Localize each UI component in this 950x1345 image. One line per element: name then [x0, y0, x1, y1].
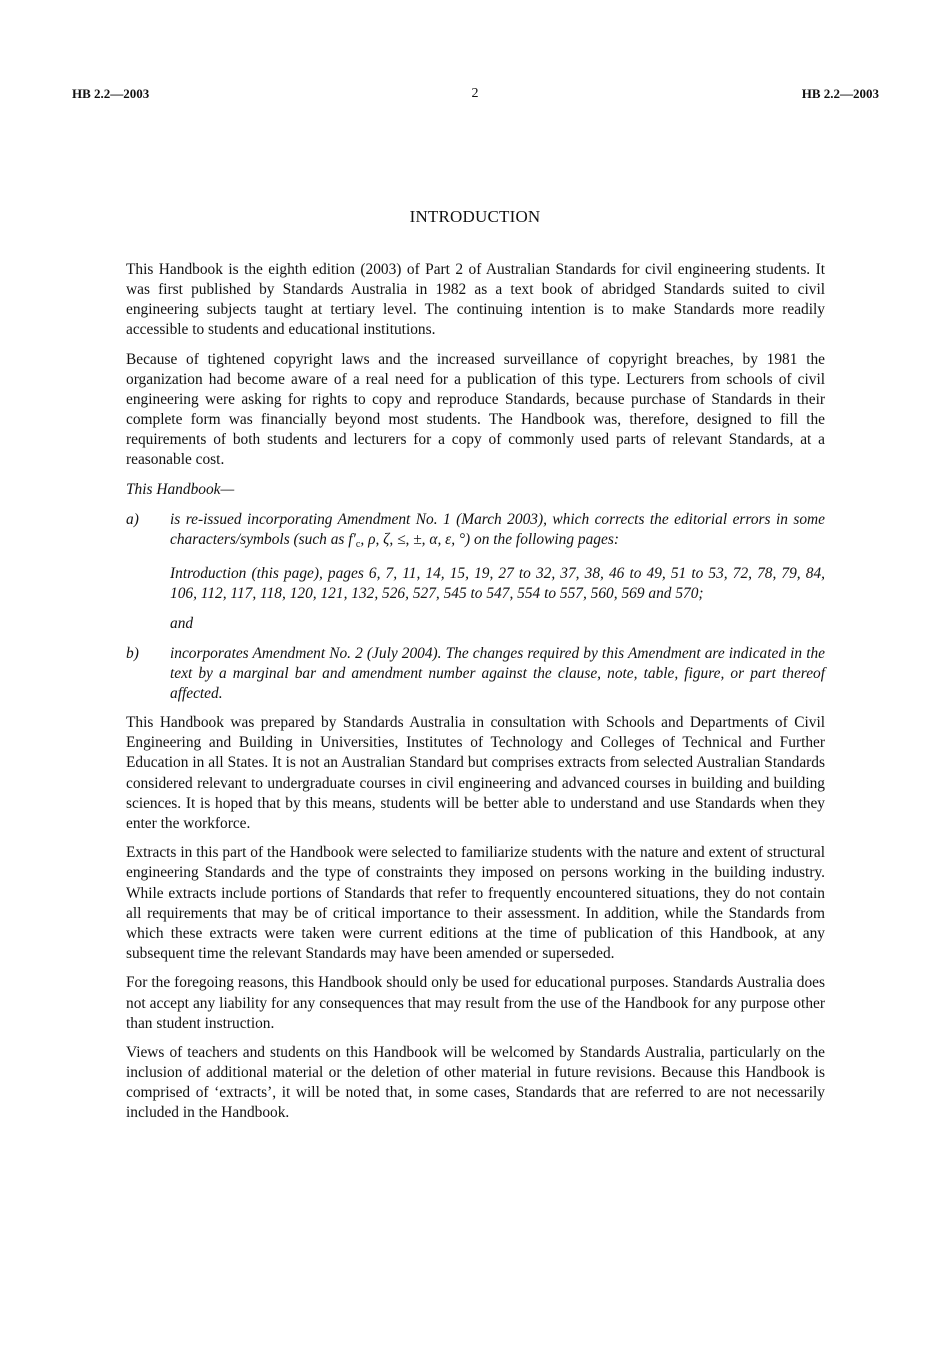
header-standard-code-right: HB 2.2—2003	[801, 86, 879, 101]
paragraph-extracts: Extracts in this part of the Handbook were selected to familiarize students with the nature and extent of structural engineering Standards and the type of constraints they imposed on persons working in the building industry. While extracts include portions of Standards that refer to frequently encountered situations, they do not contain all requirements that may be of critical importance to their assessment. In addition, while the Standards from which these extracts were taken were current editions at the time of publication of this Handbook, at any subsequent time the relevant Standards may have been amended or superseded.	[126, 844, 825, 962]
paragraph-feedback: Views of teachers and students on this Handbook will be welcomed by Standards Australia, particularly on the inclusion of additional material or the deletion of other material in future revisions. Because this Handbook is comprised of ‘extracts’, it will be noted that, in some cases, Standards that are referred to are not necessarily included in the Handbook.	[126, 1044, 825, 1122]
list-item-a	[126, 510, 825, 634]
page-title: INTRODUCTION	[409, 207, 541, 226]
list-label-b: b)	[126, 644, 139, 662]
header-page-number: 2	[471, 86, 479, 101]
list-item-a-text-after: , ρ, ζ, ≤, ±, α, ε, °) on the following pages:	[360, 530, 619, 548]
paragraph-lead: This Handbook—	[126, 480, 235, 498]
paragraph-preparation: This Handbook was prepared by Standards Australia in consultation with Schools and Departments of Civil Engineering and Building in Universities, Institutes of Technology and Colleges of Technical and Further Education in all States. It is not an Australian Standard but comprises extracts from selected Australian Standards considered relevant to undergraduate courses in civil engineering and advanced courses in building and building sciences. It is hoped that by this means, students will be better able to understand and use Standards when they enter the workforce.	[126, 714, 825, 832]
symbol-subscript-c: c	[355, 538, 361, 550]
list-item-b	[126, 644, 825, 704]
list-item-a-pages: Introduction (this page), pages 6, 7, 11, 14, 15, 19, 27 to 32, 37, 38, 46 to 49, 51 to 53, 72, 78, 79, 84, 106, 112, 117, 118, 120, 121, 132, 526, 527, 545 to 547, 554 to 557, 560, 569 and 570;	[170, 565, 825, 603]
body-text	[126, 260, 825, 1133]
header-standard-code-left: HB 2.2—2003	[72, 86, 150, 101]
paragraph-edition: This Handbook is the eighth edition (2003) of Part 2 of Australian Standards for civil engineering students. It was first published by Standards Australia in 1982 as a text book of abridged Standards suited to civil engineering subjects taught at tertiary level. The continuing intention is to make Standards more readily accessible to students and educational institutions.	[126, 261, 825, 339]
list-item-a-text-before: is re-issued incorporating Amendment No. 1 (March 2003), which corrects the editorial errors in some characters/symbols (such as	[170, 510, 825, 548]
list-label-a: a)	[126, 510, 139, 528]
paragraph-educational-use: For the foregoing reasons, this Handbook should only be used for educational purposes. Standards Australia does not accept any liability for any consequences that may result from the use of the Handbook for any purpose other than student instruction.	[126, 974, 825, 1032]
paragraph-copyright: Because of tightened copyright laws and the increased surveillance of copyright breaches, by 1981 the organization had become aware of a real need for a publication of this type. Lecturers from schools of civil engineering were asking for rights to copy and reproduce Standards, because purchase of Standards in their complete form was financially beyond most students. The Handbook was, therefore, designed to fill the requirements of both students and lecturers for a copy of commonly used parts of relevant Standards, at a reasonable cost.	[126, 350, 825, 469]
list-item-b-text: incorporates Amendment No. 2 (July 2004). The changes required by this Amendment are indicated in the text by a marginal bar and amendment number against the clause, note, table, figure, or part thereof affected.	[170, 644, 825, 702]
symbol-f-prime: f′	[348, 530, 356, 548]
list-item-a-conjunction: and	[170, 614, 194, 632]
list-item-a-text	[170, 510, 825, 555]
